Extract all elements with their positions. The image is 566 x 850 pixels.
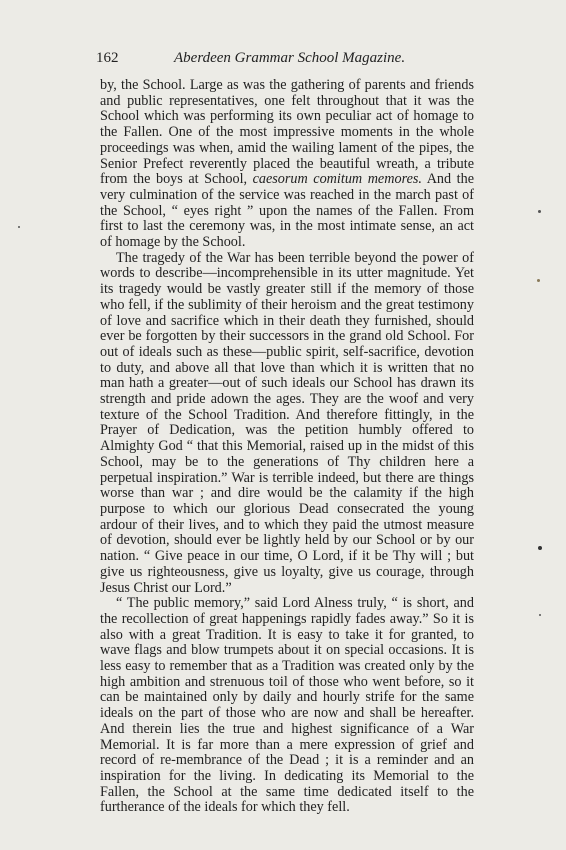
paragraph-1 [100, 78, 474, 251]
latin-phrase: caesorum comitum memores. [252, 171, 422, 188]
page-speck-mark [538, 546, 542, 550]
page-speck-mark [18, 226, 20, 228]
paragraph-2: The tragedy of the War has been terrible beyond the power of words to describe—incomprehensible in its utter magnitude. Yet its tragedy would be vastly greater still if the memory of those who fell, if the sublimity of their heroism and the great testimony of love and sacrifice which in their death they furnished, should ever be forgotten by their successors in the grand old School. For out of ideals such as these—public spirit, self-sacrifice, devotion to duty, and above all that love than which it is written that no man hath a greater—out of such ideals our School has drawn its strength and pride adown the ages. They are the woof and very texture of the School Tradition. And therefore fittingly, in the Prayer of Dedication, was the petition humbly offered to Almighty God “ that this Memorial, raised up in the midst of this School, may be to the generations of Thy children here a perpetual inspiration.” War is terrible indeed, but there are things worse than war ; and dire would be the calamity if the high purpose to which our glorious Dead consecrated the young ardour of their lives, and to which they paid the utmost measure of devotion, should ever be lightly held by our School or by our nation. “ Give peace in our time, O Lord, if it be Thy will ; but give us righteousness, give us loyalty, give us courage, through Jesus Christ our Lord.” [100, 249, 474, 596]
page-speck-mark [539, 614, 541, 616]
page-number: 162 [96, 50, 119, 66]
article-body [100, 78, 474, 816]
page-header [96, 46, 476, 68]
paragraph-1-text-b: And the very culmination of the service was reached in the march past of the School, “ eyes right ” upon the names of the Fallen. From first to last the ceremony was, in the most intimate sense, an act of homage by the School. [100, 171, 474, 251]
paragraph-3: “ The public memory,” said Lord Alness truly, “ is short, and the recollection of great happenings rapidly fades away.” So it is also with a great Tradition. It is easy to take it for granted, to wave flags and blow trumpets about it on special occasions. It is less easy to remember that as a Tradition was created only by the high ambition and strenuous toil of those who went before, so it can be maintained only by daily and hourly strife for the same ideals on the part of those who are now and shall be hereafter. And therein lies the true and highest significance of a War Memorial. It is far more than a mere expression of grief and record of re-membrance of the Dead ; it is a reminder and an inspiration for the living. In dedicating its Memorial to the Fallen, the School at the same time dedicated itself to the furtherance of the ideals for which they fell. [100, 595, 474, 816]
page-speck-mark [537, 279, 540, 282]
page-speck-mark [538, 210, 541, 213]
running-title: Aberdeen Grammar School Magazine. [174, 50, 406, 66]
paragraph-1-text-a: by, the School. Large as was the gathering of parents and friends and public representatives, one felt throughout that it was the School which was performing its own peculiar act of homage to the Fallen. One of the most impressive moments in the whole proceedings was when, amid the wailing lament of the pipes, the Senior Prefect reverently placed the beautiful wreath, a tribute from the boys at School, [100, 77, 474, 188]
